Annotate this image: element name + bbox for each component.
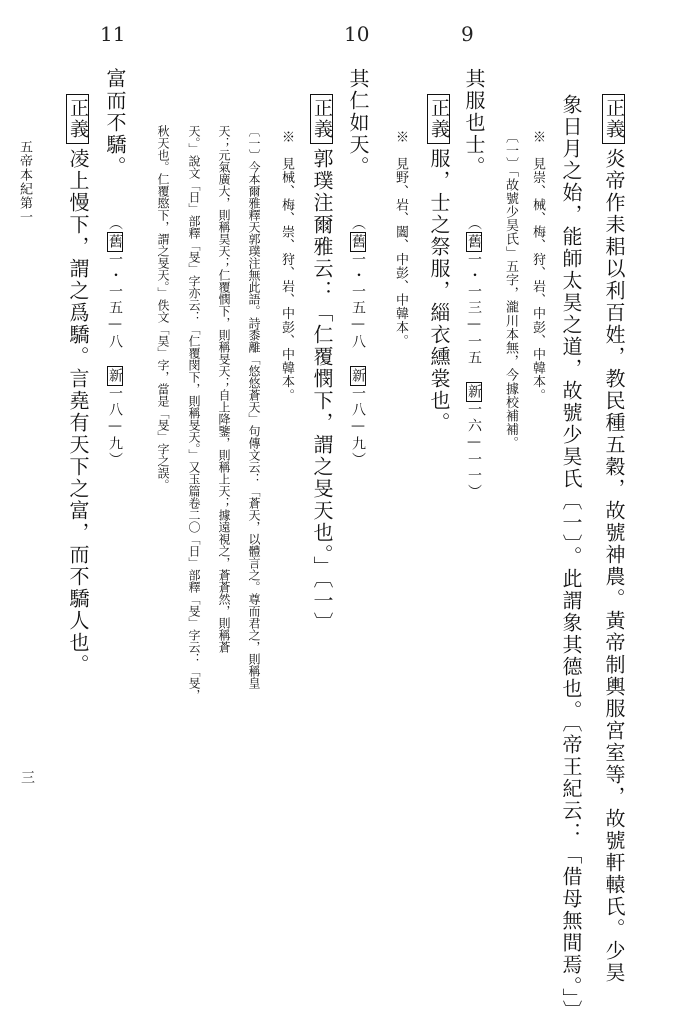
column-text: 郭璞注爾雅云：「仁覆憫下，謂之旻天也。」〔一〕 xyxy=(310,148,334,634)
page-reference: （舊一・一三—一五 新一六—一一） xyxy=(466,216,482,500)
section-number-10: 10 xyxy=(344,22,370,46)
footnote-column-4 xyxy=(504,130,517,450)
text-column-9 xyxy=(310,94,333,634)
old-edition-tag: 舊 xyxy=(466,234,482,250)
note-column-3 xyxy=(531,130,544,402)
main-text-10 xyxy=(348,68,368,468)
section-number-11: 11 xyxy=(100,22,126,46)
footnote-column-12 xyxy=(218,125,230,653)
old-edition-tag: 舊 xyxy=(350,234,366,250)
new-edition-tag: 新 xyxy=(466,384,482,400)
text-column-1 xyxy=(602,94,625,984)
column-text: ※ 見野、岩、闔、中彭、中韓本。 xyxy=(393,130,408,348)
column-text: 炎帝作耒耜以利百姓，教民種五穀，故號神農。黃帝制輿服宮室等，故號軒轅氏。少昊 xyxy=(602,148,626,984)
column-text: 秋天也。仁覆愍下，謂之旻天。」佚文「昊」字，當是「旻」字之誤。 xyxy=(156,125,170,491)
column-text: ※ 見崇、械、梅、狩、岩、中彭、中韓本。 xyxy=(530,130,545,402)
footnote-column-11 xyxy=(248,125,260,689)
zhengyi-tag: 正義 xyxy=(427,94,450,144)
column-text: ※ 見械、梅、崇、狩、岩、中彭、中韓本。 xyxy=(279,130,294,402)
column-text: 天。」說文「日」部釋「旻」字亦云：「仁覆閔下，則稱旻天。」又玉篇卷二〇「日」部釋「旻」字云：「旻， xyxy=(187,125,201,701)
main-text: 其服也士。 xyxy=(462,68,486,178)
column-text: 天；元氣廣大，則稱昊天；仁覆憫下，則稱旻天；自上降鑒，則稱上天；據遠視之，蒼蒼然，則稱蒼 xyxy=(217,125,231,653)
section-number-9: 9 xyxy=(461,22,474,46)
page-reference: （舊一・一五—八 新一八—九） xyxy=(350,216,366,468)
column-text: 象日月之始，能師太昊之道，故號少昊氏〔一〕。此謂象其德也。〔帝王紀云：「借母無間焉。」〕 xyxy=(559,94,583,1022)
old-edition-tag: 舊 xyxy=(107,234,123,250)
new-edition-tag: 新 xyxy=(350,368,366,384)
zhengyi-tag: 正義 xyxy=(310,94,333,144)
column-text: 服，士之祭服，緇衣纁裳也。 xyxy=(427,148,451,434)
text-column-16 xyxy=(66,94,89,676)
column-text: 〔一〕「故號少昊氏」五字，瀧川本無，今據校補補。 xyxy=(503,130,518,450)
text-column-6 xyxy=(427,94,450,434)
page-reference: （舊一・一五—八 新一八—九） xyxy=(107,216,123,468)
footnote-column-13 xyxy=(188,125,200,701)
note-column-10 xyxy=(280,130,293,402)
footnote-column-14 xyxy=(157,125,169,491)
column-text: 〔一〕今本爾雅釋天郭璞注無此語。詩黍離「悠悠蒼天」句傳文云：「蒼天，以體言之。尊而君之，則稱皇 xyxy=(247,125,261,689)
new-edition-tag: 新 xyxy=(107,368,123,384)
zhengyi-tag: 正義 xyxy=(602,94,625,144)
page-number: 三 xyxy=(19,770,35,784)
book-chapter-title: 五帝本紀第一 xyxy=(17,140,32,224)
note-column-7 xyxy=(394,130,407,348)
main-text: 富而不驕。 xyxy=(103,68,127,178)
main-text-11 xyxy=(105,68,125,468)
column-text: 凌上慢下，謂之爲驕。言堯有天下之富，而不驕人也。 xyxy=(66,148,90,676)
text-column-2 xyxy=(561,94,581,1022)
main-text: 其仁如天。 xyxy=(346,68,370,178)
zhengyi-tag: 正義 xyxy=(66,94,89,144)
main-text-9 xyxy=(464,68,484,500)
